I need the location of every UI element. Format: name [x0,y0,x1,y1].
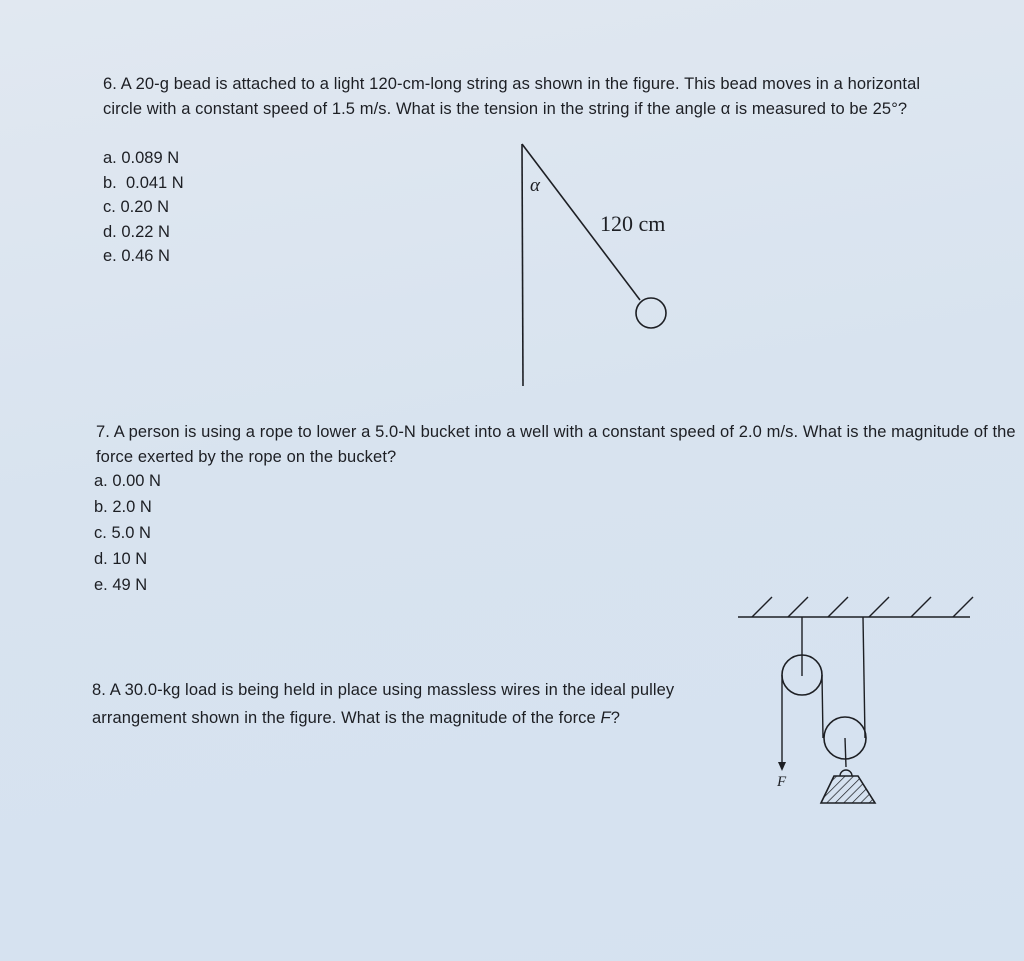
choice-d[interactable]: d. 0.22 N [103,222,170,241]
choice-b[interactable]: b. 2.0 N [94,498,152,516]
choice-d[interactable]: d. 10 N [94,550,148,568]
choice-e[interactable]: e. 49 N [94,576,148,594]
force-label: F [777,774,787,790]
question-body: A person is using a rope to lower a 5.0-N bucket into a well with a constant speed of 2.0 m/s. What is the magnitude of the force exerted by the rope on the bucket? [96,423,1016,466]
question-8-text: 8. A 30.0-kg load is being held in place using massless wires in the ideal pulley arrangement shown in the figure. What is the magnitude of the force F? [92,681,675,727]
question-body: A 20-g bead is attached to a light 120-cm-long string as shown in the figure. This bead moves in a horizontal circle with a constant speed of 1.5 m/s. What is the tension in the string if the angle α is measured to be 25°? [103,75,921,118]
length-label: 120 cm [600,211,666,236]
force-variable: F [600,709,611,727]
question-body: A 30.0-kg load is being held in place using massless wires in the ideal pulley arrangement shown in the figure. What is the magnitude of the force [92,681,675,727]
choice-c[interactable]: c. 0.20 N [103,198,170,216]
choice-b[interactable]: b. 0.041 N [103,173,184,192]
choice-a[interactable]: a. 0.089 N [103,149,180,167]
question-number: 8. [92,681,106,699]
choice-a[interactable]: a. 0.00 N [94,472,161,490]
angle-label: α [530,175,540,196]
question-number: 6. [103,75,117,93]
choice-e[interactable]: e. 0.46 N [103,247,170,265]
question-number: 7. [96,423,110,441]
choice-c[interactable]: c. 5.0 N [94,524,151,542]
